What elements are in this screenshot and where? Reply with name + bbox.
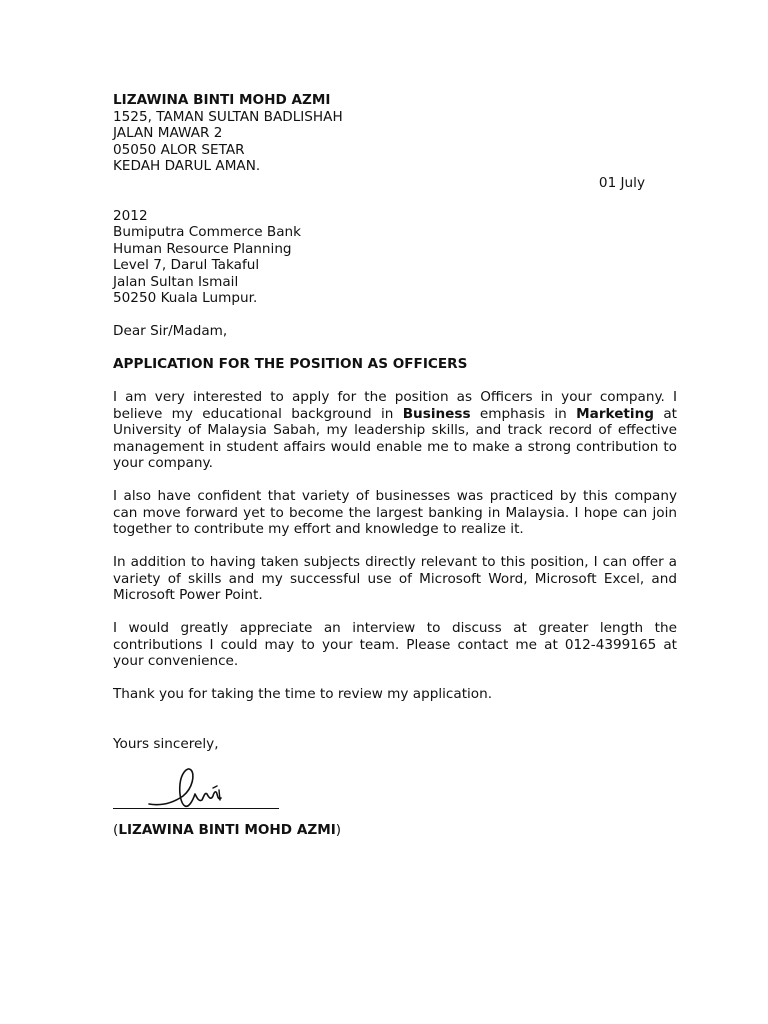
body-paragraph-1 bbox=[113, 389, 677, 472]
recipient-line-1: Bumiputra Commerce Bank bbox=[113, 224, 302, 240]
sender-address-line-4: KEDAH DARUL AMAN. bbox=[113, 158, 261, 174]
body-paragraph-1-part-c: at University of Malaysia Sabah, my leadership skills, and track record of effective management in student affairs would enable me to make a strong contribution to your company. bbox=[113, 405, 678, 471]
spacer bbox=[113, 538, 677, 555]
recipient-line-5: 50250 Kuala Lumpur. bbox=[113, 290, 258, 306]
recipient-line-3: Level 7, Darul Takaful bbox=[113, 257, 260, 273]
marketing-emphasis: Marketing bbox=[576, 405, 654, 422]
closing: Yours sincerely, bbox=[113, 735, 219, 752]
signature-line bbox=[113, 808, 279, 809]
body-paragraph-1-part-b: emphasis in bbox=[470, 405, 577, 422]
spacer bbox=[113, 472, 677, 489]
sender-address-line-2: JALAN MAWAR 2 bbox=[113, 125, 223, 141]
spacer bbox=[113, 604, 677, 621]
signature-area bbox=[113, 752, 677, 822]
spacer bbox=[113, 703, 677, 736]
letter-date-year: 2012 bbox=[113, 207, 148, 224]
letter-content bbox=[113, 92, 677, 839]
body-paragraph-4: I would greatly appreciate an interview to discuss at greater length the contributions I could may to your team. Please contact me at 012-4399165 at your convenience. bbox=[113, 620, 677, 669]
close-parenthesis: ) bbox=[335, 822, 342, 838]
recipient-line-4: Jalan Sultan Ismail bbox=[113, 273, 239, 290]
body-paragraph-2: I also have confident that variety of businesses was practiced by this company can move forward yet to become the largest banking in Malaysia. I hope can join together to contribute my effort and knowledge to realize it. bbox=[113, 488, 677, 537]
signatory-name-line bbox=[113, 822, 677, 839]
open-parenthesis: ( bbox=[113, 822, 119, 838]
sender-name: LIZAWINA BINTI MOHD AZMI bbox=[113, 92, 331, 108]
body-paragraph-1-part-a: I am very interested to apply for the position as Officers in your company. I believe my educational background in bbox=[113, 389, 677, 422]
spacer bbox=[113, 307, 677, 324]
sender-address-line-1: 1525, TAMAN SULTAN BADLISHAH bbox=[113, 108, 343, 125]
recipient-line-2: Human Resource Planning bbox=[113, 240, 292, 257]
letter-date-day-month: 01 July bbox=[598, 174, 645, 191]
body-paragraph-3: In addition to having taken subjects directly relevant to this position, I can offer a variety of skills and my successful use of Microsoft Word, Microsoft Excel, and Microsoft Power Point. bbox=[113, 554, 677, 603]
salutation: Dear Sir/Madam, bbox=[113, 323, 228, 339]
spacer bbox=[113, 191, 677, 208]
spacer bbox=[113, 373, 677, 390]
letter-subject: APPLICATION FOR THE POSITION AS OFFICERS bbox=[113, 356, 468, 372]
spacer bbox=[113, 340, 677, 357]
spacer bbox=[113, 670, 677, 687]
signatory-name: LIZAWINA BINTI MOHD AZMI bbox=[118, 822, 336, 838]
business-emphasis: Business bbox=[402, 405, 471, 422]
handwritten-signature bbox=[147, 760, 237, 812]
sender-address-line-3: 05050 ALOR SETAR bbox=[113, 141, 245, 158]
body-paragraph-5: Thank you for taking the time to review my application. bbox=[113, 686, 493, 702]
